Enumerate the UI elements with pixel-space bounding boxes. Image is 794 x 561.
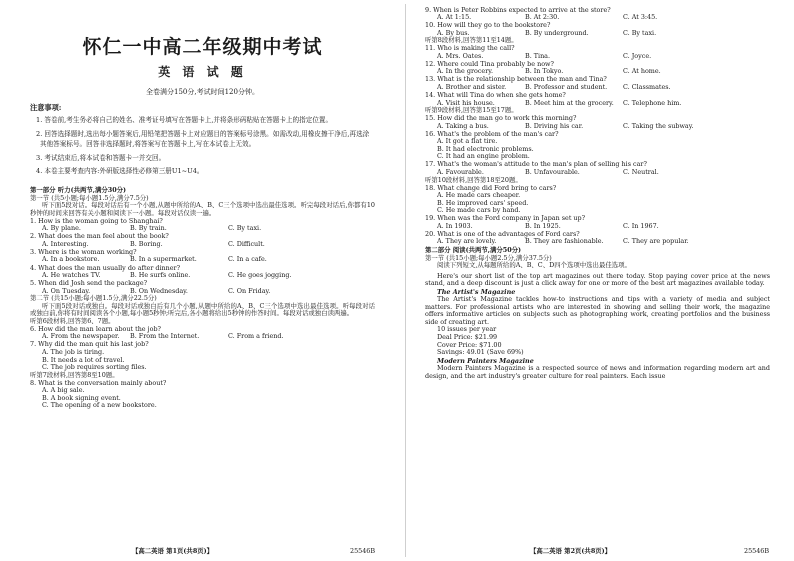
option-a: A. On Tuesday.: [42, 286, 91, 295]
question-3-options: [30, 256, 375, 264]
passage-intro: Here's our short list of the top art magazines out there today. Stop paying cover price at the news stand, and a deep discount is just a click away for one or more of the best art magazines available today.: [425, 271, 770, 288]
page-2-code: 25546B: [744, 547, 770, 556]
notice-item: 4. 本卷主要考查内容:外研版选择性必修第三册U1~U4。: [36, 167, 204, 176]
magazine-1-detail: Cover Price: $71.00: [437, 340, 502, 349]
question-7: 7. Why did the man quit his last job?: [30, 340, 149, 349]
question-15: 15. How did the man go to work this morning?: [425, 114, 577, 123]
option-a: A. By plane.: [42, 224, 81, 233]
option-b: B. Boring.: [130, 239, 163, 248]
option-a: A. By bus.: [437, 28, 470, 37]
part-2-heading: 第二部分 阅读(共两节,满分50分): [425, 245, 522, 254]
question-2: 2. What does the man feel about the book?: [30, 232, 169, 241]
question-20-options: [425, 238, 770, 246]
option-c: C. In a cafe.: [228, 255, 267, 264]
magazine-1-detail: Deal Price: $21.99: [437, 332, 498, 341]
notice-item: 3. 考试结束后,将本试卷和答题卡一并交回。: [36, 153, 166, 162]
material-7-note: 听第7段材料,回答第8至10题。: [30, 370, 119, 379]
option-b: B. In a supermarket.: [130, 255, 197, 264]
option-b: B. By underground.: [525, 28, 589, 37]
exam-title: 怀仁一中高二年级期中考试: [82, 36, 323, 58]
question-8: 8. What is the conversation mainly about?: [30, 378, 167, 387]
section-2-heading: 第二节 (共15小题;每小题1.5分,满分22.5分): [30, 294, 157, 303]
material-8-note: 听第8段材料,回答第11至14题。: [425, 36, 518, 45]
notice-item: 2. 回答选择题时,选出每小题答案后,用铅笔把答题卡上对应题目的答案标号涂黑。如需改动,用橡皮擦干净后,再选涂其他答案标号。回答非选择题时,将答案写在答题卡上,写在本试卷上无效。: [36, 129, 370, 149]
page-1: [30, 6, 375, 561]
option-c: C. By taxi.: [623, 28, 657, 37]
option-c: C. Difficult.: [228, 239, 265, 248]
option-a: A. Visit his house.: [437, 98, 495, 107]
option-a: A. They are lovely.: [437, 237, 497, 246]
option-b: B. In Tokyo.: [525, 67, 564, 76]
material-6-note: 听第6段材料,回答第6、7题。: [30, 316, 115, 325]
option-c: C. From a friend.: [228, 332, 284, 341]
page-2: [425, 6, 770, 561]
option-c: C. On Friday.: [228, 286, 271, 295]
option-b: B. At 2:30.: [525, 13, 560, 22]
question-4: 4. What does the man usually do after dinner?: [30, 263, 181, 272]
option-b: B. It had electronic problems.: [437, 144, 534, 153]
section-1-instructions: 听下面5段对话。每段对话后有一个小题,从题中所给的A、B、C三个选项中选出最佳选项。听完每段对话后,你都有10秒钟的时间来回答有关小题和阅读下一小题。每段对话仅读一遍。: [30, 201, 375, 217]
option-a: A. The job is tiring.: [42, 348, 105, 357]
option-c: C. The opening of a new bookstore.: [42, 401, 157, 410]
option-b: B. Driving his car.: [525, 121, 584, 130]
option-c: C. He goes jogging.: [228, 271, 292, 280]
question-9: 9. When is Peter Robbins expected to arrive at the store?: [425, 6, 611, 14]
option-b: B. Meet him at the grocery.: [525, 98, 614, 107]
option-a: A. It got a flat tire.: [437, 137, 498, 146]
page-2-footer: [530, 548, 611, 556]
option-b: B. Professor and student.: [525, 82, 608, 91]
section-2-instructions: 听下面5段对话或独白。每段对话或独白后有几个小题,从题中所给的A、B、C三个选项中选出最佳选项。听每段对话或独白前,你将有时间阅读各个小题,每小题5秒钟;听完后,各小题将给出5秒钟的作答时间。每段对话或独白读两遍。: [30, 301, 375, 318]
option-a: A. He watches TV.: [42, 271, 101, 280]
notice-item: 1. 答卷前,考生务必将自己的姓名、准考证号填写在答题卡上,并将条形码粘贴在答题卡上的指定位置。: [36, 116, 333, 125]
question-1: 1. How is the woman going to Shanghai?: [30, 216, 163, 225]
magazine-1-title: The Artist's Magazine: [437, 287, 516, 296]
option-b: B. He surfs online.: [130, 271, 191, 280]
option-b: B. Unfavourable.: [525, 167, 580, 176]
magazine-2-title: Modern Painters Magazine: [437, 356, 534, 365]
question-5: 5. When did Josh send the package?: [30, 279, 148, 288]
option-c: C. The job requires sorting files.: [42, 363, 147, 372]
question-10: 10. How will they go to the bookstore?: [425, 21, 551, 30]
question-6: 6. How did the man learn about the job?: [30, 324, 161, 333]
option-c: C. Telephone him.: [623, 98, 682, 107]
part-1-heading: 第一部分 听力(共两节,满分30分): [30, 186, 127, 195]
material-10-note: 听第10段材料,回答第18至20题。: [425, 175, 522, 184]
option-a: A. Brother and sister.: [437, 82, 507, 91]
option-b: B. They are fashionable.: [525, 237, 604, 246]
option-a: A. Taking a bus.: [437, 121, 489, 130]
question-13: 13. What is the relationship between the man and Tina?: [425, 75, 607, 84]
option-b: B. He improved cars' speed.: [437, 198, 529, 207]
option-c: C. Joyce.: [623, 51, 652, 60]
question-19: 19. When was the Ford company in Japan set up?: [425, 214, 586, 223]
option-c: C. Classmates.: [623, 82, 671, 91]
option-c: C. They are popular.: [623, 237, 689, 246]
option-a: A. Interesting.: [42, 239, 89, 248]
option-c: C. At 3:45.: [623, 13, 658, 22]
option-c: C. He made cars by hand.: [437, 206, 521, 215]
option-a: A. He made cars cheaper.: [437, 191, 521, 200]
footer-title: 【高二英语 第2页(共8页)】: [530, 547, 612, 556]
option-b: B. A book signing event.: [42, 393, 121, 402]
question-16: 16. What's the problem of the man's car?: [425, 129, 559, 138]
option-b: B. It needs a lot of travel.: [42, 355, 125, 364]
option-b: B. In 1925.: [525, 221, 561, 230]
material-9-note: 听第9段材料,回答第15至17题。: [425, 106, 518, 115]
reading-instructions: 阅读下列短文,从每题所给的A、B、C、D四个选项中选出最佳选项。: [437, 261, 631, 270]
option-c: C. It had an engine problem.: [437, 152, 530, 161]
question-17: 17. What's the woman's attitude to the man's plan of selling his car?: [425, 160, 647, 169]
option-b: B. On Wednesday.: [130, 286, 188, 295]
section-1-heading: 第一节 (共5小题;每小题1.5分,满分7.5分): [30, 193, 149, 202]
magazine-1-description: The Artist's Magazine tackles how-to instructions and tips with a variety of media and subject matters. For professional artists who are interested in showing and selling their work, the magazine offers informative articles on subjects such as photographing work, creating portfolios and the business side of creating art.: [425, 295, 770, 326]
option-b: B. Tina.: [525, 51, 551, 60]
question-3: 3. Where is the woman working?: [30, 247, 137, 256]
footer-title: 【高二英语 第1页(共8页)】: [132, 547, 214, 556]
option-b: B. From the Internet.: [130, 332, 200, 341]
option-c: C. Taking the subway.: [623, 121, 694, 130]
option-a: A. In a bookstore.: [42, 255, 100, 264]
question-18: 18. What change did Ford bring to cars?: [425, 183, 557, 192]
option-a: A. At 1:15.: [437, 13, 472, 22]
page-divider: [405, 4, 406, 557]
option-a: A. Mrs. Oates.: [437, 51, 484, 60]
option-a: A. From the newspaper.: [42, 332, 120, 341]
question-11: 11. Who is making the call?: [425, 44, 515, 53]
option-a: A. Favourable.: [437, 167, 484, 176]
page-1-code: 25546B: [350, 547, 376, 556]
option-a: A. In 1903.: [437, 221, 473, 230]
question-20: 20. What is one of the advantages of Ford cars?: [425, 229, 580, 238]
option-c: C. At home.: [623, 67, 661, 76]
option-a: A. In the grocery.: [437, 67, 494, 76]
option-c: C. In 1967.: [623, 221, 659, 230]
exam-subtitle: 英 语 试 题: [158, 65, 247, 80]
magazine-2-description: Modern Painters Magazine is a respected source of news and information regarding modern art and design, and the art industry's greater culture for real painters. Each issue: [425, 364, 770, 380]
magazine-1-detail: 10 issues per year: [437, 325, 497, 334]
score-line: 全卷满分150分,考试时间120分钟。: [146, 87, 259, 96]
option-c: C. Neutral.: [623, 167, 659, 176]
notice-title: 注意事项:: [30, 102, 62, 112]
option-a: A. A big sale.: [42, 386, 85, 395]
question-12: 12. Where could Tina probably be now?: [425, 59, 554, 68]
page-1-footer: [132, 548, 213, 556]
magazine-1-detail: Savings: 49.01 (Save 69%): [437, 348, 524, 357]
question-14: 14. What will Tina do when she gets home?: [425, 91, 566, 100]
option-b: B. By train.: [130, 224, 167, 233]
reading-section-1-heading: 第一节 (共15小题;每小题2.5分,满分37.5分): [425, 253, 552, 262]
option-c: C. By taxi.: [228, 224, 262, 233]
